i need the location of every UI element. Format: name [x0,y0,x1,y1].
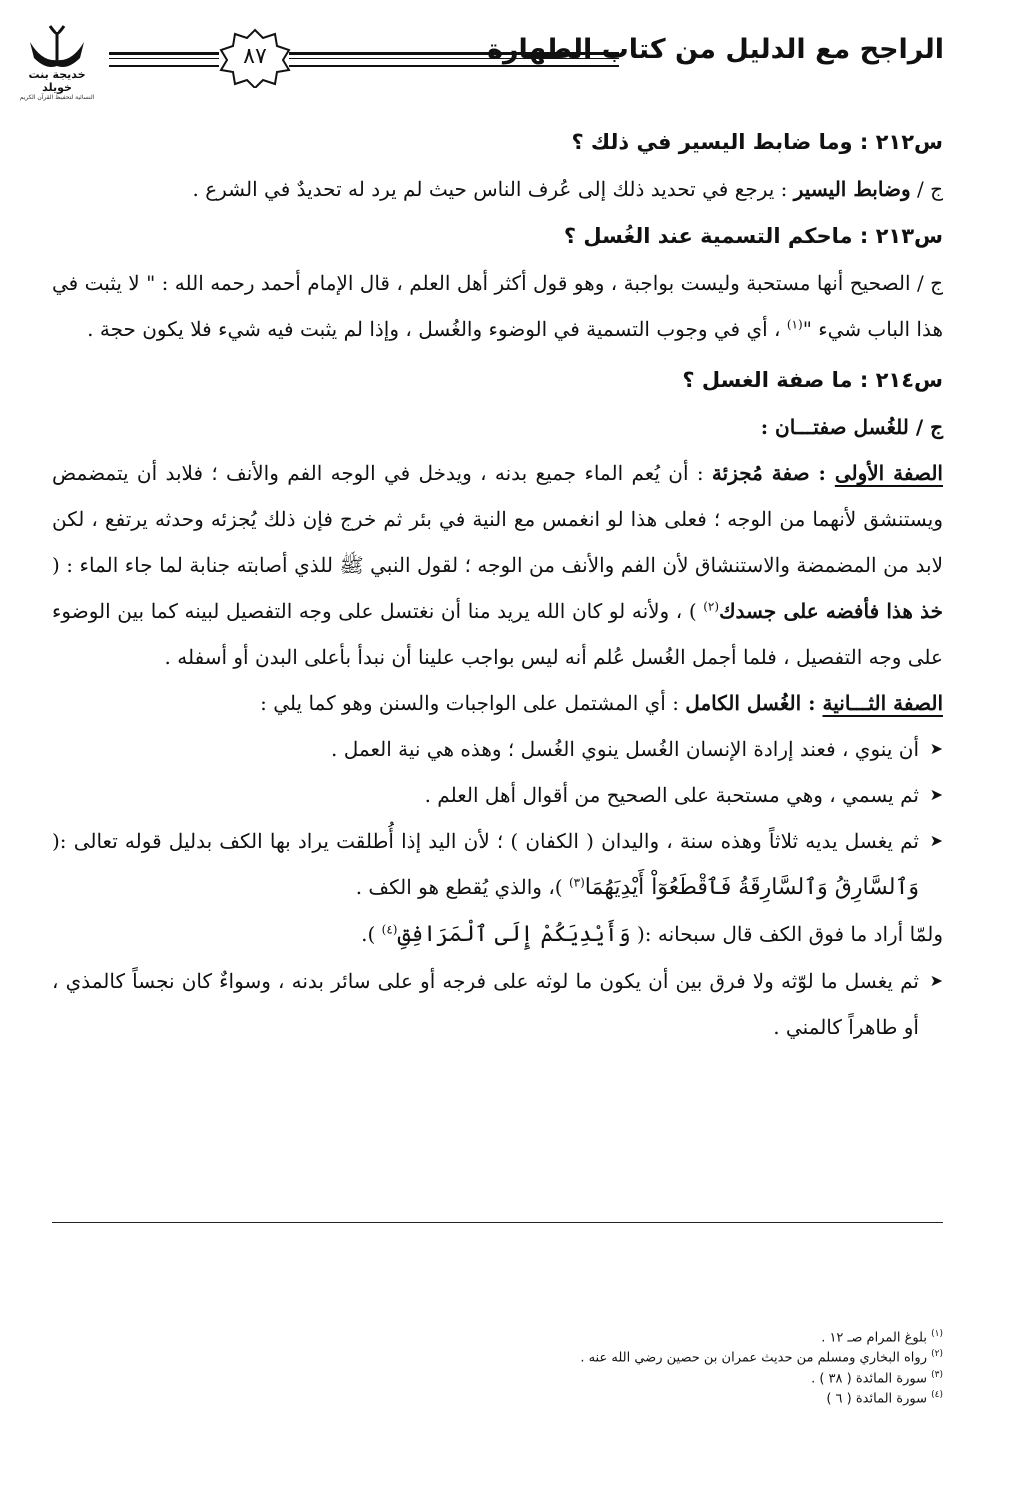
footnote-text: بلوغ المرام صـ ١٢ . [821,1330,927,1346]
answer-214-intro: ج / للغُسل صفتـــان : [760,415,943,439]
list-item-text: أن ينوي ، فعند إرادة الإنسان الغُسل ينوي الغُسل ؛ وهذه هي نية العمل . [331,737,919,761]
footnotes [343,1326,943,1407]
answer-text: : يرجع في تحديد ذلك إلى عُرف الناس حيث لم يرد له تحديدٌ في الشرع . [192,177,794,201]
footnote-ref-2: (٢) [703,599,720,614]
second-label: الصفة الثـــانية [822,691,943,715]
arrowhead-bullet-icon: ➤ [929,971,943,990]
footnote-number: (٤) [931,1389,943,1400]
answer-text: ج / الصحيح أنها مستحبة وليست بواجبة ، وهو قول أكثر أهل العلم ، قال الإمام أحمد رحمه الله : " لا يثبت في هذا الباب شيء " [52,271,943,341]
list-item-text: )، والذي يُقطع هو الكف . [355,875,569,899]
footnote-text: سورة المائدة ( ٣٨ ) . [811,1370,927,1386]
list-item-text: ثم يغسل يديه ثلاثاً وهذه سنة ، واليدان ( الكفان ) ؛ لأن اليد إذا أُطلقت يراد بها الكف بدليل قوله تعالى :( [52,829,919,853]
footnote-text: سورة المائدة ( ٦ ) [826,1391,927,1407]
footnote [343,1346,943,1366]
question-212: س٢١٢ : وما ضابط اليسير في ذلك ؟ [571,130,943,154]
question-214: س٢١٤ : ما صفة الغسل ؟ [682,368,943,392]
footnote-number: (٣) [931,1369,943,1380]
answer-prefix: ج / [910,177,943,201]
list-item-text: ثم يسمي ، وهي مستحبة على الصحيح من أقوال أهل العلم . [424,783,919,807]
footnote [343,1326,943,1346]
list-item [52,726,943,772]
footnote-text: رواه البخاري ومسلم من حديث عمران بن حصين رضي الله عنه . [580,1350,927,1366]
first-text: : أن يُعم الماء جميع بدنه ، ويدخل في الوجه الفم والأنف ؛ فلابد أن يتمضمض ويستنشق لأنهما من الوجه ؛ فعلى هذا لو انغمس مع النية في بئر ثم خرج فإن ذلك يُجزئه وحدثه يرتفع ، لكن لابد من المضمضة والاستنشاق لأن الفم والأنف من الوجه ؛ لقول النبي ﷺ للذي أصابته جنابة لما جاء الماء : ( [52,461,943,577]
verse-text: وَٱلسَّارِقُ وَٱلسَّارِقَةُ فَٱقْطَعُوٓاْ أَيْدِيَهُمَا [584,875,919,900]
line-text: ). [361,922,382,946]
answer-text: ، أي في وجوب التسمية في الوضوء والغُسل ، وإذا لم يثبت فيه شيء فلا يكون حجة . [87,317,787,341]
page-number-badge [219,28,291,88]
first-bold: : صفة مُجزئة [711,461,835,485]
header-rule-left [109,52,219,67]
first-text-continued: ) ، ولأنه لو كان الله يريد منا أن نغتسل على وجه التفصيل لبينه كما بين الوضوء على وجه التفصيل ، فلما أجمل الغُسل عُلم أنه ليس بواجب علينا أن نبدأ بأعلى البدن أو أسفله . [52,599,943,669]
question-213: س٢١٣ : ماحكم التسمية عند الغُسل ؟ [563,224,943,248]
second-text: : أي المشتمل على الواجبات والسنن وهو كما يلي : [260,691,686,715]
main-content [52,118,943,1050]
first-label: الصفة الأولى [834,461,943,485]
line-text: ولمّا أراد ما فوق الكف قال سبحانه :( [630,922,943,946]
page-number: ٨٧ [243,44,267,69]
footnote-ref-1: (١) [786,317,803,332]
verse-text: وَأَيْدِيَكُمْ إِلَى ٱلْمَرَافِقِ [397,922,631,947]
arrowhead-bullet-icon: ➤ [929,739,943,758]
open-book-logo-icon [22,22,92,70]
answer-212 [52,166,943,212]
footnote-ref-3: (٣) [568,875,585,890]
book-title: الراجح مع الدليل من كتاب الطهارة [487,34,944,65]
steps-list [52,726,943,911]
page-header [14,22,944,102]
footnote-number: (٢) [931,1349,943,1360]
list-item-text: ثم يغسل ما لوّثه ولا فرق بين أن يكون ما لوثه على فرجه أو على سائر بدنه ، وسواءٌ كان نجساً كالمذي ، أو طاهراً كالمني . [52,969,919,1039]
second-bold: : الغُسل الكامل [685,691,823,715]
footnote [343,1367,943,1387]
list-item [52,772,943,818]
footnote-divider [52,1222,943,1223]
logo-text: خديجة بنت خويلد [28,68,86,94]
list-item [52,958,943,1050]
logo-subtext: النسائية لتحفيظ القرآن الكريم [19,94,95,101]
logo [14,22,100,102]
first-description [52,450,943,680]
second-description [52,680,943,726]
list-item [52,818,943,911]
hadith-text: خذ هذا فأفضه على جسدك [719,599,943,623]
footnote [343,1387,943,1407]
answer-bold: وضابط اليسير [793,177,911,201]
footnote-number: (١) [931,1329,943,1339]
hands-to-elbows-line [52,911,943,958]
arrowhead-bullet-icon: ➤ [929,831,943,850]
answer-213 [52,260,943,352]
footnote-ref-4: (٤) [381,922,398,937]
steps-list-continued [52,958,943,1050]
arrowhead-bullet-icon: ➤ [929,785,943,804]
